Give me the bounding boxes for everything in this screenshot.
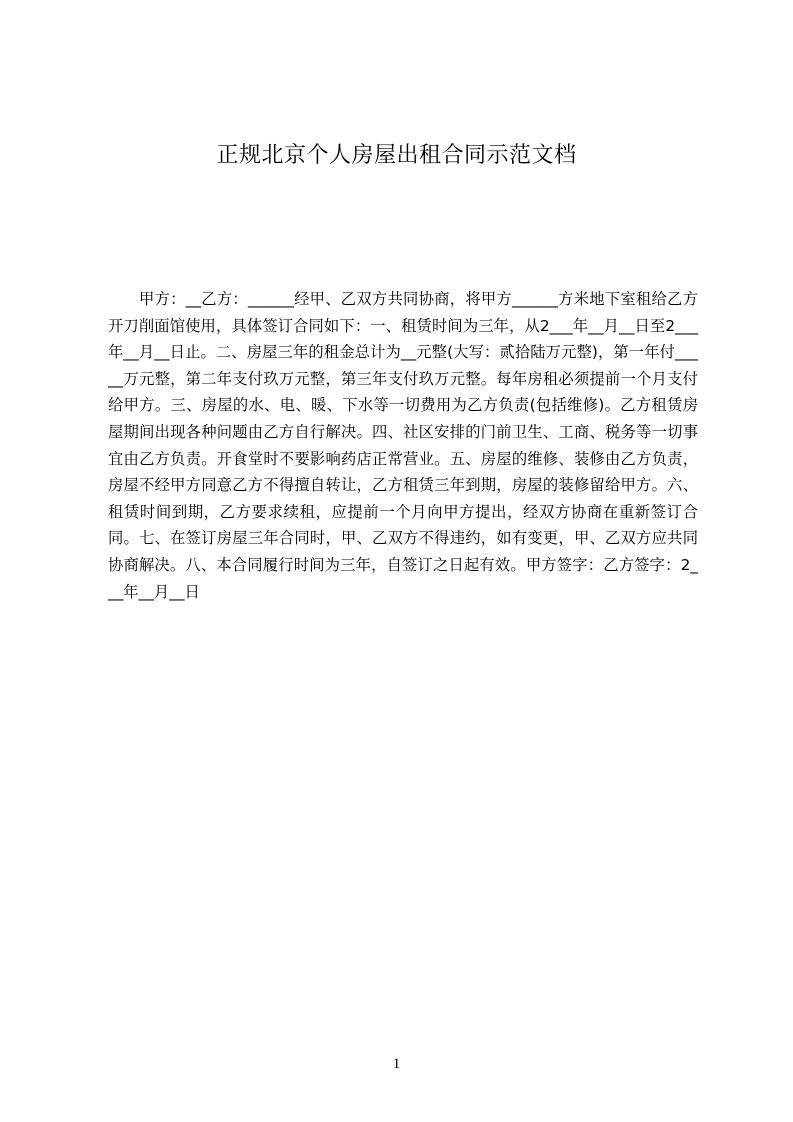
page-number: 1 bbox=[392, 1056, 401, 1072]
document-body: 甲方：__乙方：______经甲、乙双方共同协商，将甲方______方米地下室租给乙方开刀削面馆使用，具体签订合同如下：一、租赁时间为三年，从2___年__月__日至2___年__月__日止。二、房屋三年的租金总计为__元整(大写：贰拾陆万元整)，第一年付_____万元整，第二年支付玖万元整，第三年支付玖万元整。每年房租必须提前一个月支付给甲方。三、房屋的水、电、暖、下水等一切费用为乙方负责(包括维修)。乙方租赁房屋期间出现各种问题由乙方自行解决。四、社区安排的门前卫生、工商、税务等一切事宜由乙方负责。开食堂时不要影响药店正常营业。五、房屋的维修、装修由乙方负责，房屋不经甲方同意乙方不得擅自转让，乙方租赁三年到期，房屋的装修留给甲方。六、租赁时间到期，乙方要求续租，应提前一个月向甲方提出，经双方协商在重新签订合同。七、在签订房屋三年合同时，甲、乙双方不得违约，如有变更，甲、乙双方应共同协商解决。八、本合同履行时间为三年，自签订之日起有效。甲方签字：乙方签字：2___年__月__日 bbox=[108, 290, 698, 601]
document-title: 正规北京个人房屋出租合同示范文档 bbox=[216, 143, 577, 168]
